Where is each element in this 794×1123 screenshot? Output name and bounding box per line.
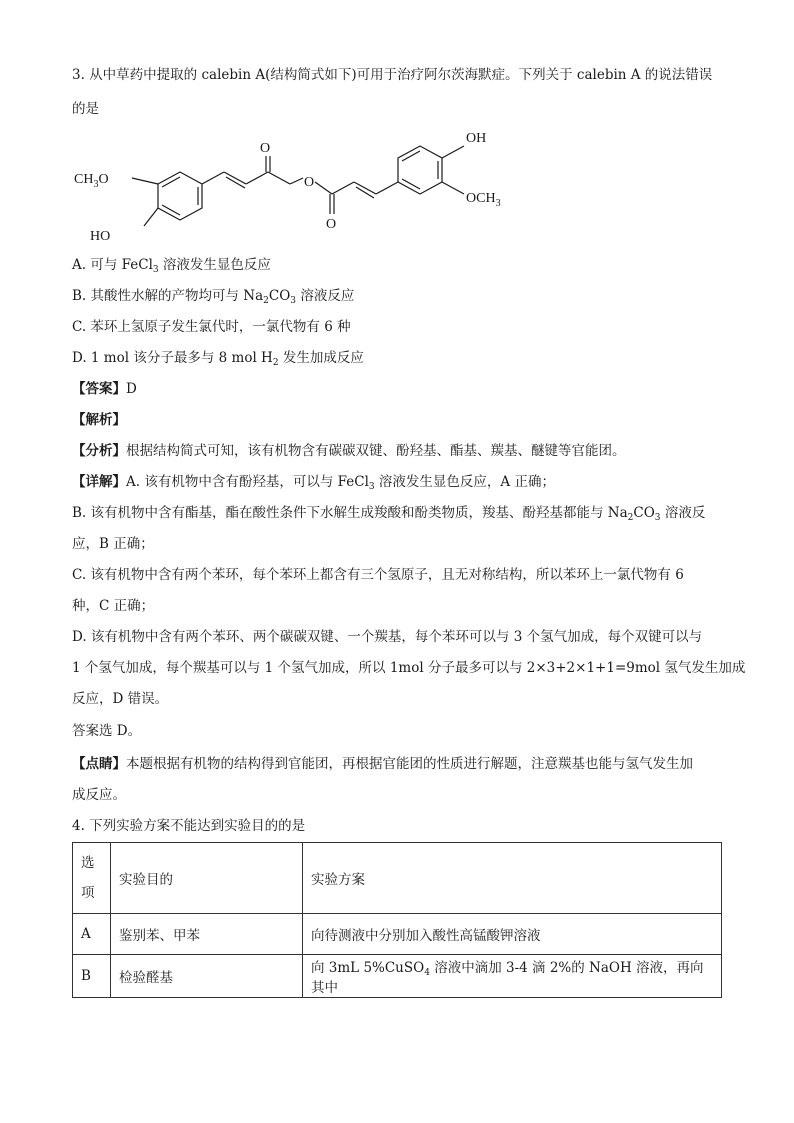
table-header-row: [73, 843, 722, 914]
right-methoxy-label: $OCH_3$: [466, 191, 501, 209]
header-purpose: 实验目的: [111, 843, 303, 914]
q3-comment-line1: 【点睛】本题根据有机物的结构得到官能团，再根据官能团的性质进行解题，注意羰基也能与氢气发生加: [72, 756, 693, 772]
row-purpose: 鉴别苯、甲苯: [111, 914, 303, 955]
row-plan: 向待测液中分别加入酸性高锰酸钾溶液: [303, 914, 722, 955]
row-plan: 向 3mL 5%CuSO$_4$ 溶液中滴加 3-4 滴 2%的 NaOH 溶液，再向其中: [303, 955, 722, 998]
left-benzene-ring: [158, 172, 202, 220]
right-hydroxyl-label: OH: [466, 131, 487, 146]
q3-detail-a: 【详解】A. 该有机物中含有酚羟基，可以与 FeCl$_3$ 溶液发生显色反应，A 正确；: [72, 474, 555, 492]
ketone-o-label: O: [260, 141, 271, 156]
header-option: 选 项: [73, 843, 111, 914]
q3-comment-line2: 成反应。: [72, 787, 126, 803]
ester-carbonyl-o-label: O: [326, 217, 337, 232]
left-hydroxyl-label: HO: [90, 229, 111, 244]
q3-detail-d-line3: 反应，D 错误。: [72, 691, 169, 707]
q3-detail-c-line1: C. 该有机物中含有两个苯环，每个苯环上都含有三个氢原子，且无对称结构，所以苯环上一氯代物有 6: [72, 567, 684, 583]
ester-o-label: O: [304, 175, 315, 190]
q3-detail-b-line1: B. 该有机物中含有酯基，酯在酸性条件下水解生成羧酸和酚类物质，羧基、酚羟基都能与 $Na_2CO_3$ 溶液反: [72, 505, 706, 523]
row-option: A: [73, 914, 111, 955]
table-row: [73, 955, 722, 998]
right-benzene-ring: [398, 146, 442, 194]
q3-option-c: C. 苯环上氢原子发生氯代时，一氯代物有 6 种: [72, 319, 351, 335]
q4-table: [72, 842, 722, 998]
q3-stem-line1: 3. 从中草药中提取的 calebin A(结构简式如下)可用于治疗阿尔茨海默症。下列关于 calebin A 的说法错误: [72, 67, 713, 83]
q3-detail-c-line2: 种，C 正确；: [72, 598, 155, 614]
q3-option-d: D. 1 mol 该分子最多与 8 mol $H_2$ 发生加成反应: [72, 350, 364, 368]
row-option: B: [73, 955, 111, 998]
table-row: [73, 914, 722, 955]
q3-fenxi: 【分析】根据结构简式可知，该有机物含有碳碳双键、酚羟基、酯基、羰基、醚键等官能团。: [72, 443, 626, 459]
calebin-a-structure: [70, 126, 530, 246]
row-purpose: 检验醛基: [111, 955, 303, 998]
q3-detail-d-line1: D. 该有机物中含有两个苯环、两个碳碳双键、一个羰基，每个苯环可以与 3 个氢气加成，每个双键可以与: [72, 629, 703, 645]
q3-conclusion: 答案选 D。: [72, 723, 142, 739]
q3-option-a: A. 可与 FeCl$_3$ 溶液发生显色反应: [72, 257, 271, 275]
q3-detail-b-line2: 应，B 正确；: [72, 536, 154, 552]
q3-analysis-tag: 【解析】: [72, 412, 126, 428]
q3-answer: 【答案】D: [72, 381, 137, 397]
header-plan: 实验方案: [303, 843, 722, 914]
q4-stem: 4. 下列实验方案不能达到实验目的的是: [72, 818, 306, 834]
left-methoxy-label: $CH_3O$: [74, 172, 109, 190]
q3-option-b: B. 其酸性水解的产物均可与 $Na_2CO_3$ 溶液反应: [72, 288, 355, 306]
q3-detail-d-line2: 1 个氢气加成，每个羰基可以与 1 个氢气加成，所以 1mol 分子最多可以与 2×3+2×1+1=9mol 氢气发生加成: [72, 660, 746, 676]
q3-stem-line2: 的是: [72, 101, 99, 117]
